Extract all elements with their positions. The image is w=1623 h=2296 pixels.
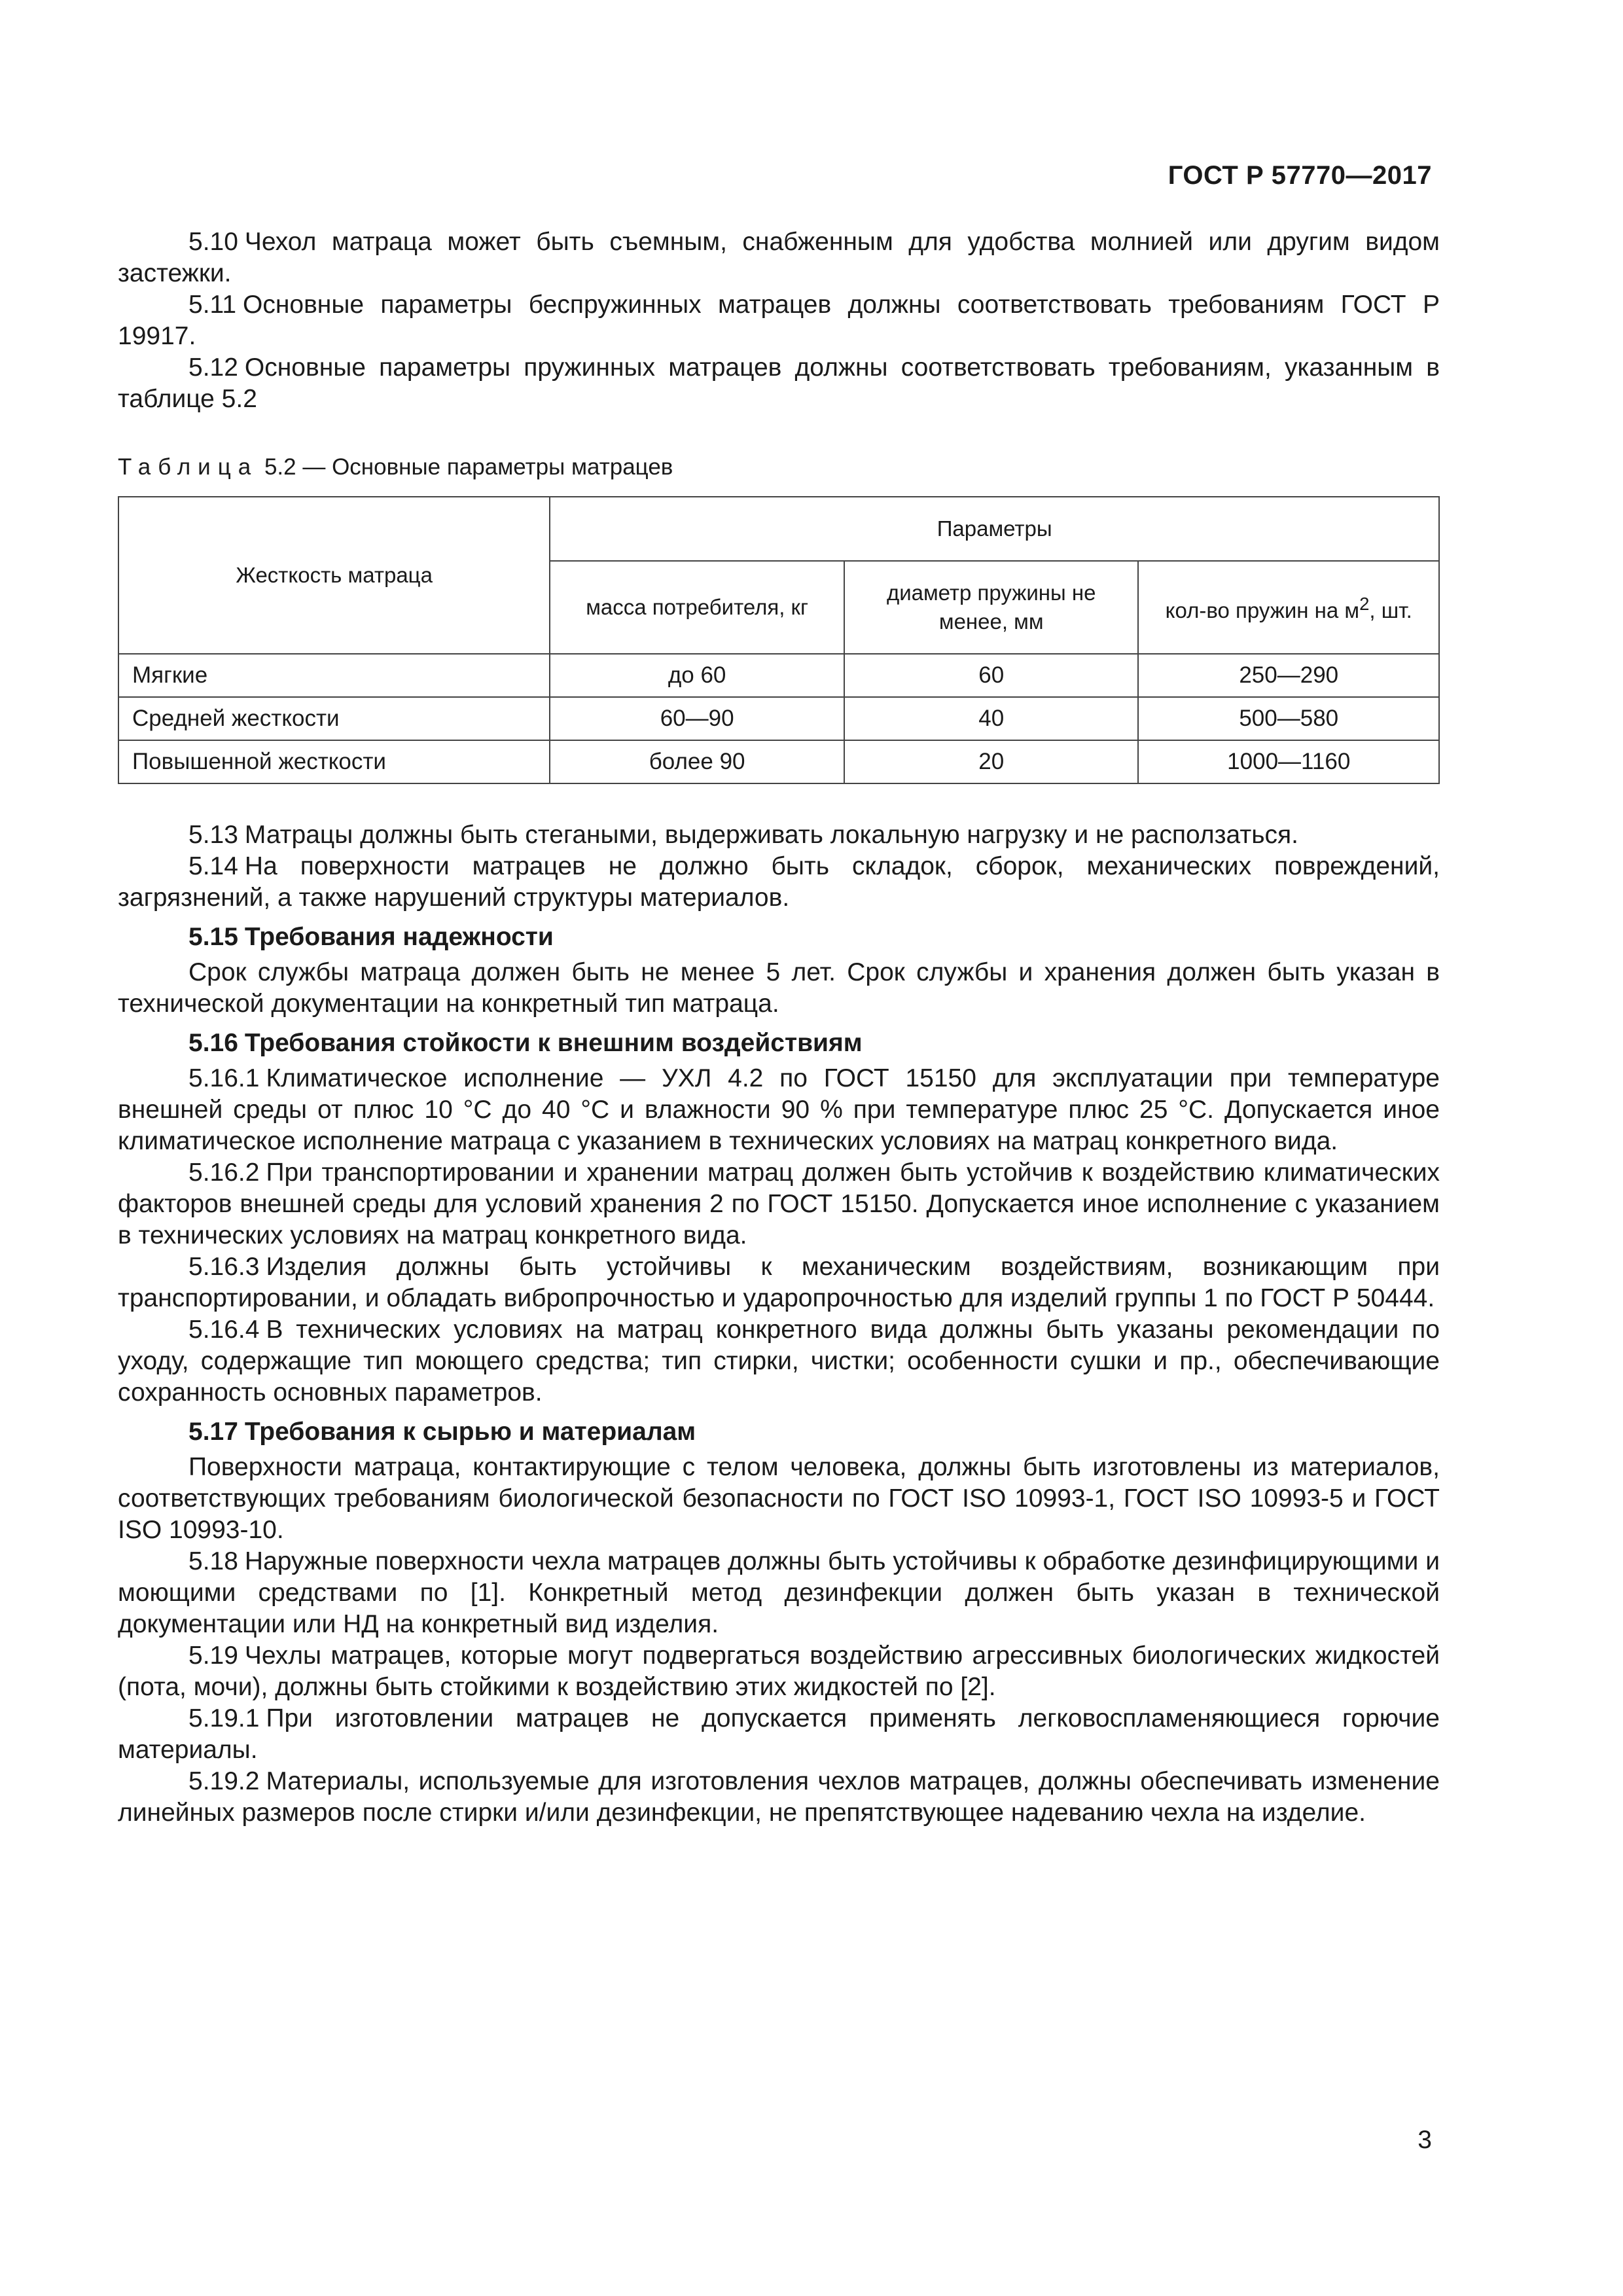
- header-count-superscript: 2: [1359, 594, 1370, 614]
- clause-number: 5.12: [188, 353, 238, 382]
- header-stiffness: Жесткость матраца: [118, 497, 550, 654]
- clause-text: Матрацы должны быть стегаными, выдерживать локальную нагрузку и не расползаться.: [244, 821, 1298, 849]
- row-diameter: 60: [844, 654, 1139, 697]
- paragraph-5-13: [118, 819, 1440, 851]
- heading-5-15: [118, 922, 1440, 953]
- paragraph-5-10: [118, 226, 1440, 289]
- clause-number: 5.14: [188, 852, 238, 880]
- table-row: [118, 654, 1439, 697]
- header-count: [1138, 561, 1439, 654]
- row-count: 1000—1160: [1138, 740, 1439, 783]
- header-count-suffix: , шт.: [1369, 598, 1412, 622]
- row-diameter: 40: [844, 697, 1139, 740]
- paragraph-5-16-3: [118, 1251, 1440, 1314]
- heading-number: 5.15: [188, 923, 238, 951]
- clause-text: Основные параметры беспружинных матрацев должны соответствовать требованиям ГОСТ Р 19917.: [118, 291, 1440, 350]
- clause-text: На поверхности матрацев не должно быть складок, сборок, механических повреждений, загрязнений, а также нарушений структуры материалов.: [118, 852, 1440, 912]
- page-number: 3: [1418, 2126, 1432, 2154]
- clause-number: 5.16.2: [188, 1158, 260, 1187]
- clause-text: Материалы, используемые для изготовления чехлов матрацев, должны обеспечивать изменение линейных размеров после стирки и/или дезинфекции, не препятствующее надеванию чехла на изделие.: [118, 1767, 1440, 1827]
- clause-number: 5.19: [188, 1641, 238, 1670]
- heading-number: 5.16: [188, 1029, 238, 1057]
- row-mass: 60—90: [550, 697, 844, 740]
- heading-5-17: [118, 1416, 1440, 1448]
- table-row: [118, 740, 1439, 783]
- header-count-text: кол-во пружин на м: [1165, 598, 1360, 622]
- paragraph-5-19-2: [118, 1766, 1440, 1829]
- clause-number: 5.16.4: [188, 1316, 260, 1344]
- paragraph-5-15: Срок службы матраца должен быть не менее 5 лет. Срок службы и хранения должен быть указан в технической документации на конкретный тип матраца.: [118, 958, 1440, 1018]
- row-stiffness: Средней жесткости: [118, 697, 550, 740]
- paragraph-5-12: [118, 352, 1440, 415]
- paragraph-5-17: Поверхности матраца, контактирующие с телом человека, должны быть изготовлены из материалов, соответствующих требованиям биологической безопасности по ГОСТ ISO 10993-1, ГОСТ ISO 10993-5 и ГОСТ ISO 10993-10.: [118, 1453, 1440, 1544]
- paragraph-5-19-1: [118, 1703, 1440, 1766]
- paragraph-5-16-1: [118, 1063, 1440, 1157]
- header-parameters: Параметры: [550, 497, 1439, 561]
- header-mass: масса потребителя, кг: [550, 561, 844, 654]
- clause-number: 5.18: [188, 1547, 238, 1575]
- row-count: 250—290: [1138, 654, 1439, 697]
- paragraph-5-14: [118, 851, 1440, 914]
- table-caption: [118, 453, 1440, 482]
- clause-text: Основные параметры пружинных матрацев должны соответствовать требованиям, указанным в таблице 5.2: [118, 353, 1440, 413]
- clause-text: При изготовлении матрацев не допускается применять легковоспламеняющиеся горючие материалы.: [118, 1704, 1440, 1764]
- paragraph-5-19: [118, 1640, 1440, 1703]
- clause-text: Чехлы матрацев, которые могут подвергаться воздействию агрессивных биологических жидкостей (пота, мочи), должны быть стойкими к воздействию этих жидкостей по [2].: [118, 1641, 1440, 1701]
- paragraph-5-16-4: [118, 1314, 1440, 1408]
- clause-number: 5.16.3: [188, 1253, 260, 1281]
- table-header-row: [118, 497, 1439, 561]
- paragraph-5-11: [118, 289, 1440, 352]
- clause-number: 5.19.2: [188, 1767, 260, 1795]
- clause-number: 5.16.1: [188, 1064, 260, 1092]
- heading-title: Требования надежности: [244, 923, 554, 951]
- row-count: 500—580: [1138, 697, 1439, 740]
- clause-number: 5.19.1: [188, 1704, 260, 1732]
- clause-number: 5.13: [188, 821, 238, 849]
- clause-text: Климатическое исполнение — УХЛ 4.2 по ГОСТ 15150 для эксплуатации при температуре внешней среды от плюс 10 °С до 40 °С и влажности 90 % при температуре плюс 25 °С. Допускается иное климатическое исполнение матраца с указанием в технических условиях на матрац конкретного вида.: [118, 1064, 1440, 1155]
- header-diameter: диаметр пружины не менее, мм: [844, 561, 1139, 654]
- heading-number: 5.17: [188, 1418, 238, 1446]
- standard-header: ГОСТ Р 57770—2017: [1168, 161, 1432, 190]
- paragraph-5-16-2: [118, 1157, 1440, 1251]
- clause-text: При транспортировании и хранении матрац должен быть устойчив к воздействию климатических факторов внешней среды для условий хранения 2 по ГОСТ 15150. Допускается иное исполнение с указанием в технических условиях на матрац конкретного вида.: [118, 1158, 1440, 1249]
- row-diameter: 20: [844, 740, 1139, 783]
- clause-text: В технических условиях на матрац конкретного вида должны быть указаны рекомендации по уходу, содержащие тип моющего средства; тип стирки, чистки; особенности сушки и пр., обеспечивающие сохранность основных параметров.: [118, 1316, 1440, 1407]
- heading-5-16: [118, 1028, 1440, 1059]
- page-content: [118, 226, 1440, 1829]
- heading-title: Требования стойкости к внешним воздействиям: [244, 1029, 863, 1057]
- clause-text: Чехол матраца может быть съемным, снабженным для удобства молнией или другим видом застежки.: [118, 228, 1440, 287]
- clause-number: 5.10: [188, 228, 238, 256]
- row-stiffness: Повышенной жесткости: [118, 740, 550, 783]
- table-row: [118, 697, 1439, 740]
- clause-text: Изделия должны быть устойчивы к механическим воздействиям, возникающим при транспортировании, и обладать вибропрочностью и ударопрочностью для изделий группы 1 по ГОСТ Р 50444.: [118, 1253, 1440, 1312]
- clause-text: Наружные поверхности чехла матрацев должны быть устойчивы к обработке дезинфицирующими и моющими средствами по [1]. Конкретный метод дезинфекции должен быть указан в технической документации или НД на конкретный вид изделия.: [118, 1547, 1440, 1638]
- table-caption-word: Таблица: [118, 454, 259, 480]
- parameters-table: [118, 496, 1440, 784]
- row-mass: более 90: [550, 740, 844, 783]
- clause-number: 5.11: [188, 291, 237, 319]
- paragraph-5-18: [118, 1546, 1440, 1640]
- row-mass: до 60: [550, 654, 844, 697]
- row-stiffness: Мягкие: [118, 654, 550, 697]
- table-caption-title: 5.2 — Основные параметры матрацев: [264, 454, 673, 480]
- heading-title: Требования к сырью и материалам: [244, 1418, 696, 1446]
